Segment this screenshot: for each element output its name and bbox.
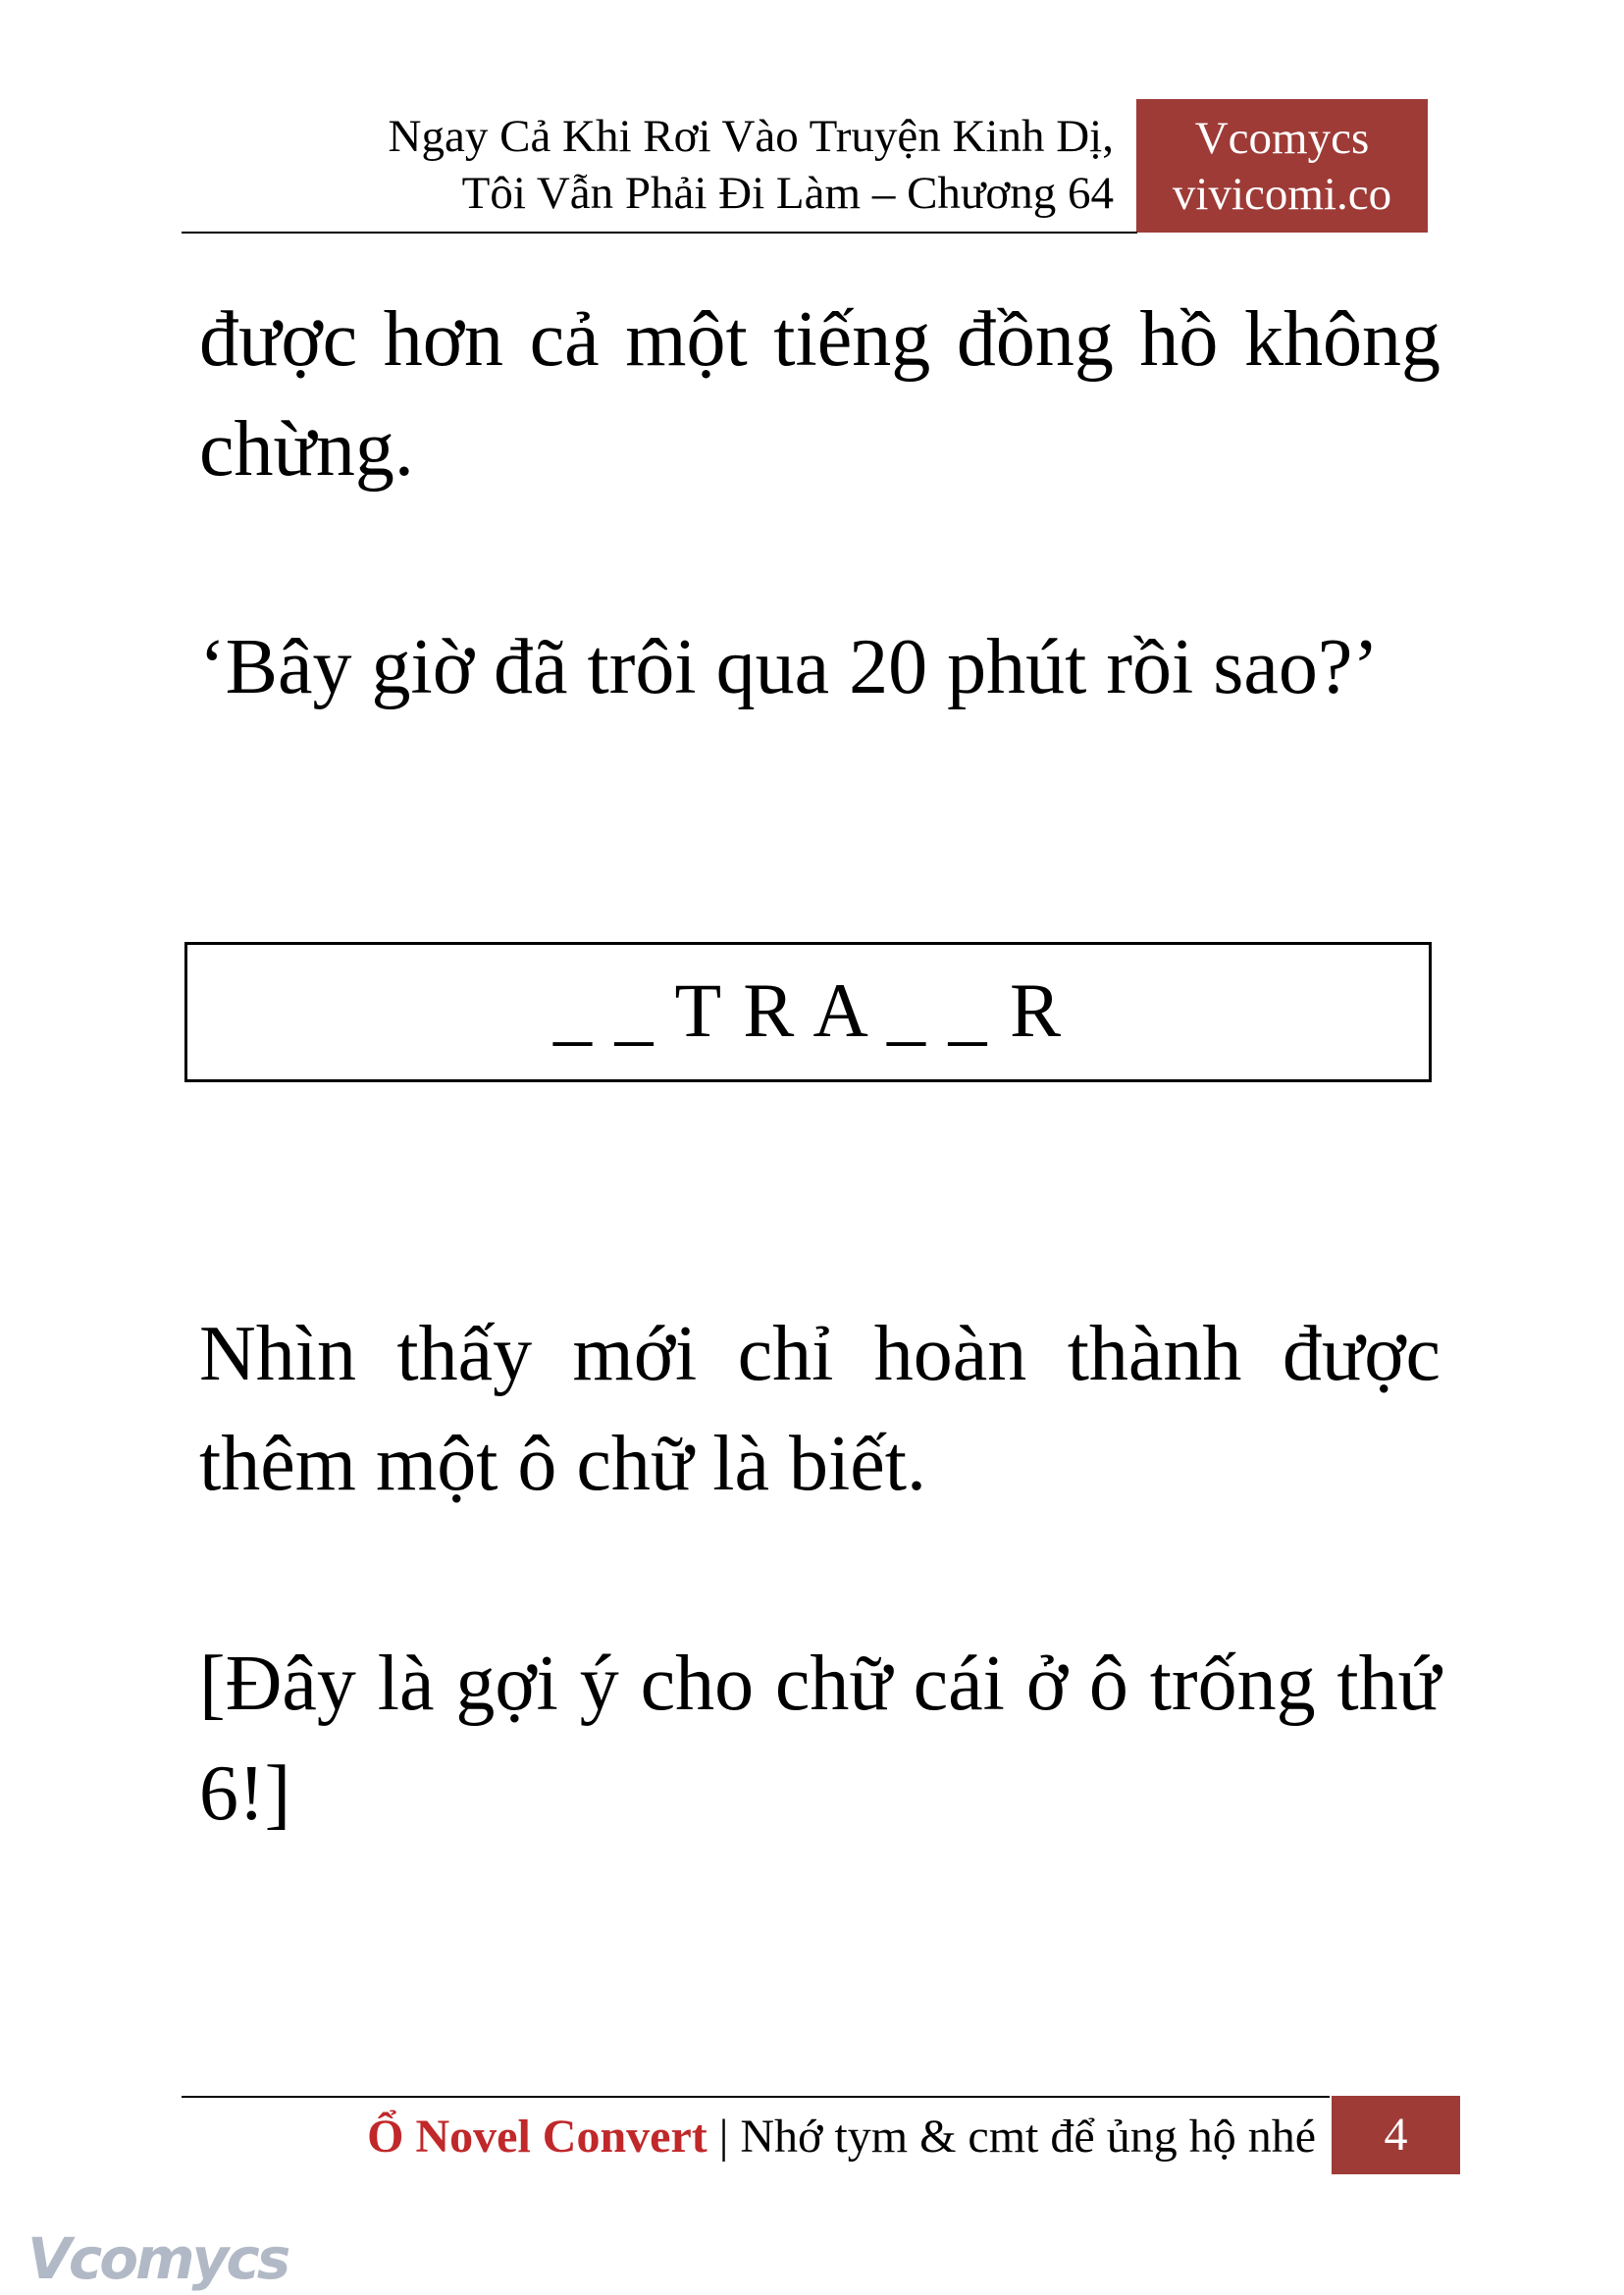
chapter-title-line1: Ngay Cả Khi Rơi Vào Truyện Kinh Dị, (388, 111, 1114, 162)
chapter-title (231, 108, 1114, 222)
paragraph-1: được hơn cả một tiếng đồng hồ không chừng. (199, 296, 1441, 493)
paragraph-4: [Đây là gợi ý cho chữ cái ở ô trống thứ 6!] (199, 1641, 1441, 1837)
footer-brand: Ổ Novel Convert (367, 2111, 707, 2163)
footer-divider (182, 2096, 1330, 2098)
page-number: 4 (1332, 2096, 1460, 2174)
brand-badge (1136, 99, 1428, 233)
watermark-logo: Vcomycs (27, 2225, 288, 2292)
puzzle-text: _ _ T R A _ _ R (552, 966, 1064, 1053)
puzzle-box (184, 942, 1432, 1082)
footer-message: Nhớ tym & cmt để ủng hộ nhé (740, 2111, 1316, 2163)
brand-name: Vcomycs (1194, 113, 1370, 164)
paragraph-2: ‘Bây giờ đã trôi qua 20 phút rồi sao?’ (199, 624, 1380, 710)
brand-website: vivicomi.co (1172, 169, 1392, 220)
header-divider (182, 232, 1137, 234)
paragraph-3: Nhìn thấy mới chỉ hoàn thành được thêm một ô chữ là biết. (199, 1311, 1441, 1507)
footer-separator: | (707, 2111, 741, 2163)
chapter-title-line2: Tôi Vẫn Phải Đi Làm – Chương 64 (461, 168, 1114, 219)
footer-text (138, 2105, 1316, 2169)
